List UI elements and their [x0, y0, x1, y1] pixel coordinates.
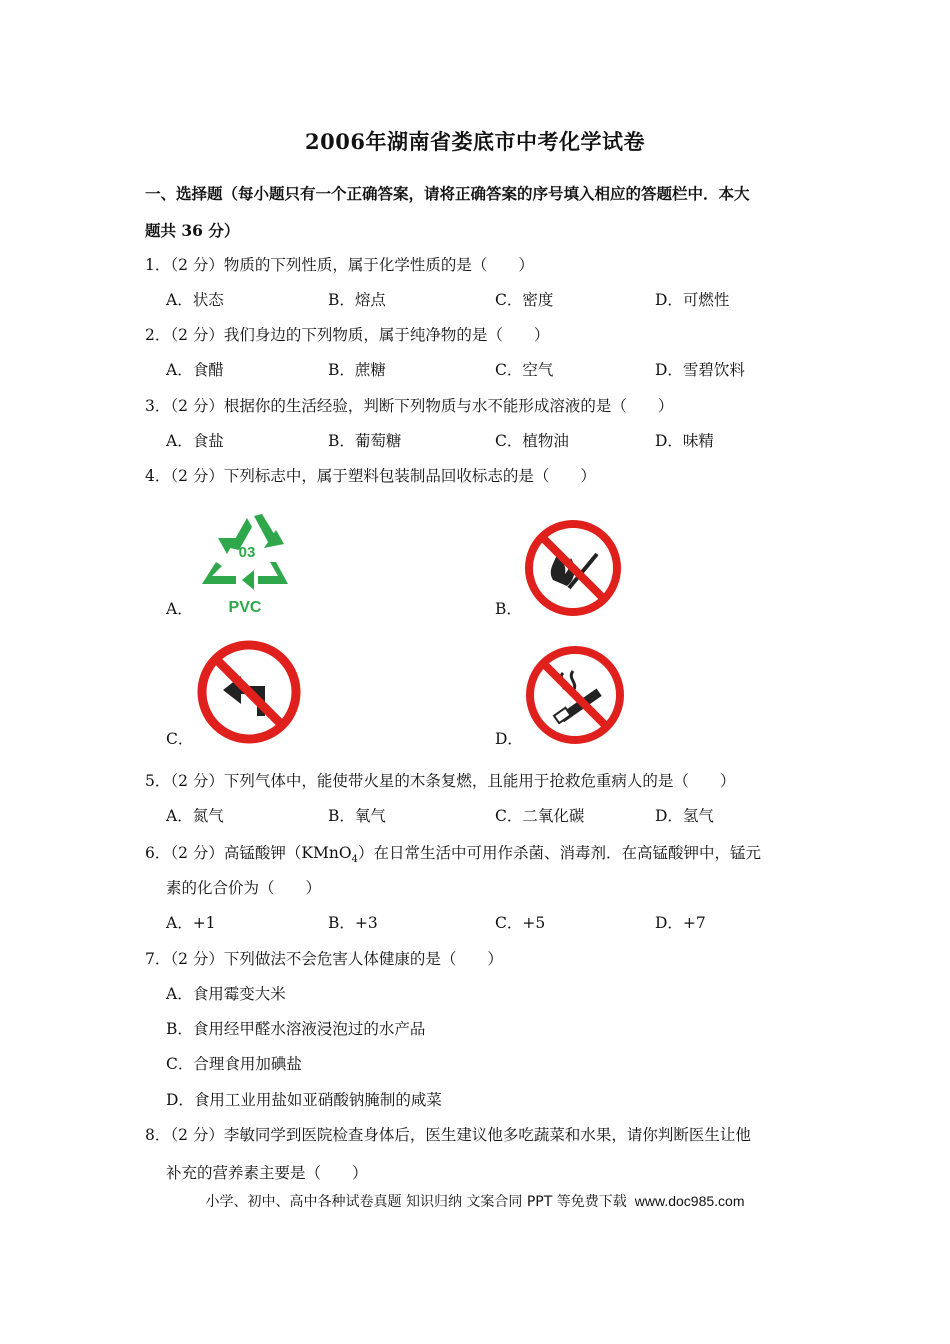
question-8-line2: 补充的营养素主要是（ ） — [166, 1164, 368, 1182]
q1-option-c: C．密度 — [495, 291, 554, 309]
recycle-label: PVC — [228, 599, 262, 616]
question-number: 8． — [145, 1126, 171, 1144]
footer — [0, 1191, 950, 1211]
footer-text: 小学、初中、高中各种试卷真题 知识归纳 文案合同 PPT 等免费下载 — [205, 1194, 627, 1210]
q1-option-d: D．可燃性 — [655, 291, 730, 309]
q2-option-d: D．雪碧饮料 — [655, 361, 745, 379]
q4-option-a-label: A． — [166, 600, 193, 618]
question-number: 1． — [145, 256, 171, 274]
q2-option-c: C．空气 — [495, 361, 554, 379]
question-stem: （2 分）根据你的生活经验，判断下列物质与水不能形成溶液的是（ ） — [170, 397, 674, 415]
question-number: 4． — [145, 467, 171, 485]
question-1 — [145, 255, 534, 275]
q6-option-b: B．+3 — [328, 914, 378, 932]
question-number: 5． — [145, 772, 171, 790]
no-open-flame-icon — [523, 518, 623, 618]
q6-option-a: A．+1 — [166, 914, 216, 932]
q5-option-c: C．二氧化碳 — [495, 807, 585, 825]
q2-option-a: A．食醋 — [166, 361, 224, 379]
question-stem: （2 分）下列做法不会危害人体健康的是（ ） — [170, 950, 503, 968]
q1-option-a: A．状态 — [166, 291, 224, 309]
no-smoking-icon — [523, 643, 627, 747]
q6-option-c: C．+5 — [495, 914, 546, 932]
section-heading-line2: 题共 36 分） — [145, 221, 240, 240]
page-title: 2006年湖南省娄底市中考化学试卷 — [305, 129, 645, 154]
subscript: 4 — [351, 854, 358, 866]
recycle-code: 03 — [238, 544, 256, 561]
question-5 — [145, 771, 735, 791]
question-number: 6． — [145, 844, 171, 862]
q6-option-d: D．+7 — [655, 914, 706, 932]
footer-url[interactable]: www.doc985.com — [634, 1193, 745, 1209]
section-heading — [145, 175, 815, 249]
q7-option-b: B．食用经甲醛水溶液浸泡过的水产品 — [166, 1020, 426, 1038]
question-number: 3． — [145, 397, 171, 415]
q4-option-d-label: D． — [495, 730, 523, 748]
question-stem: （2 分）我们身边的下列物质，属于纯净物的是（ ） — [170, 326, 550, 344]
q7-option-a: A．食用霉变大米 — [166, 985, 286, 1003]
question-number: 2． — [145, 326, 171, 344]
q5-option-a: A．氮气 — [166, 807, 224, 825]
question-stem-part2: ）在日常生活中可用作杀菌、消毒剂．在高锰酸钾中，锰元 — [357, 844, 761, 862]
q5-option-b: B．氧气 — [328, 807, 386, 825]
q1-option-b: B．熔点 — [328, 291, 386, 309]
section-heading-line1: 一、选择题（每小题只有一个正确答案，请将正确答案的序号填入相应的答题栏中．本大 — [145, 184, 750, 203]
q3-option-b: B．葡萄糖 — [328, 432, 402, 450]
question-6 — [145, 843, 761, 870]
question-stem: （2 分）物质的下列性质，属于化学性质的是（ ） — [170, 256, 534, 274]
question-stem: （2 分）下列标志中，属于塑料包装制品回收标志的是（ ） — [170, 467, 596, 485]
q5-option-d: D．氢气 — [655, 807, 714, 825]
q4-option-c-label: C． — [166, 730, 194, 748]
question-stem: （2 分）李敏同学到医院检查身体后，医生建议他多吃蔬菜和水果，请你判断医生让他 — [170, 1126, 751, 1144]
question-stem: （2 分）下列气体中，能使带火星的木条复燃，且能用于抢救危重病人的是（ ） — [170, 772, 736, 790]
question-number: 7． — [145, 950, 171, 968]
q7-option-d: D．食用工业用盐如亚硝酸钠腌制的咸菜 — [166, 1091, 442, 1109]
question-7 — [145, 949, 503, 969]
question-stem-part1: （2 分）高锰酸钾（KMnO — [170, 844, 352, 862]
q3-option-c: C．植物油 — [495, 432, 569, 450]
question-2 — [145, 325, 549, 345]
question-4 — [145, 466, 596, 486]
question-8 — [145, 1125, 751, 1145]
no-left-turn-icon — [195, 638, 303, 746]
q3-option-a: A．食盐 — [166, 432, 224, 450]
q2-option-b: B．蔗糖 — [328, 361, 386, 379]
q7-option-c: C．合理食用加碘盐 — [166, 1055, 302, 1073]
recycle-pvc-icon — [192, 500, 302, 618]
question-6-line2: 素的化合价为（ ） — [166, 879, 322, 897]
question-3 — [145, 396, 673, 416]
q4-option-b-label: B． — [495, 600, 522, 618]
q3-option-d: D．味精 — [655, 432, 714, 450]
